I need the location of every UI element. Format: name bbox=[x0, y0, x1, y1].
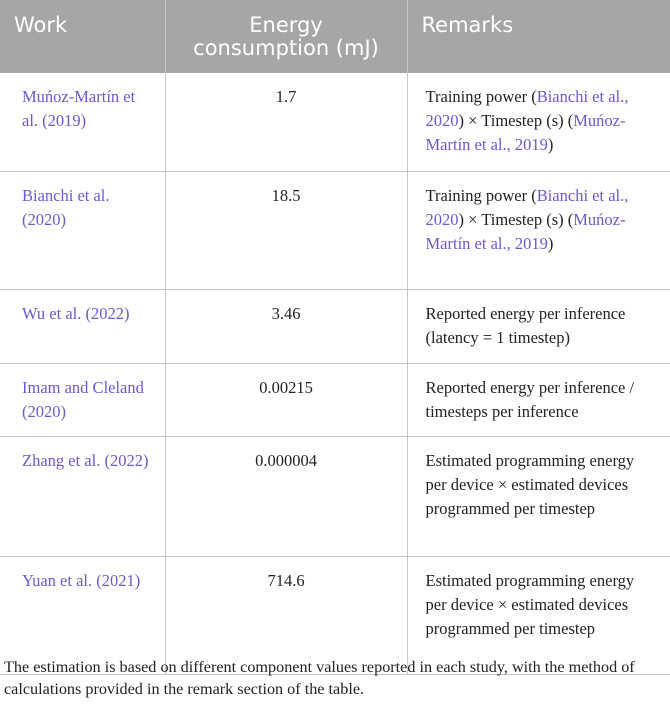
table-row bbox=[0, 436, 670, 556]
cell-energy: 714.6 bbox=[165, 556, 407, 674]
table-body bbox=[0, 73, 670, 674]
citation-link[interactable]: Imam and Cleland (2020) bbox=[22, 377, 144, 421]
cell-energy: 0.00215 bbox=[165, 363, 407, 436]
header-work: Work bbox=[0, 0, 165, 73]
cell-work bbox=[0, 171, 165, 289]
cell-work bbox=[0, 73, 165, 171]
header-energy: Energy consumption (mJ) bbox=[165, 0, 407, 73]
table-row bbox=[0, 73, 670, 171]
table-row bbox=[0, 289, 670, 363]
citation-link[interactable]: Zhang et al. (2022) bbox=[22, 450, 149, 470]
cell-work bbox=[0, 436, 165, 556]
header-remarks: Remarks bbox=[407, 0, 670, 73]
remark-text: ) × Timestep (s) ( bbox=[458, 111, 574, 130]
cell-remark bbox=[407, 171, 670, 289]
citation-link[interactable]: Muńoz-Martín et al., 2019 bbox=[425, 111, 626, 154]
remark-text: Estimated programming energy per device × estimated devices programmed per timestep bbox=[425, 450, 635, 518]
remark-text: Training power ( bbox=[425, 87, 537, 106]
remark-text: Training power ( bbox=[425, 185, 537, 205]
cell-energy: 3.46 bbox=[165, 289, 407, 363]
table-footnote: The estimation is based on different component values reported in each study, with the method of calculations provided in the remark section of the table. bbox=[4, 658, 635, 698]
table-row bbox=[0, 171, 670, 289]
table-header bbox=[0, 0, 670, 73]
header-row bbox=[0, 0, 670, 73]
remark-text: ) bbox=[547, 135, 554, 154]
cell-remark bbox=[407, 363, 670, 436]
citation-link[interactable]: Wu et al. (2022) bbox=[22, 303, 130, 323]
citation-link[interactable]: Yuan et al. (2021) bbox=[22, 570, 141, 590]
cell-work bbox=[0, 363, 165, 436]
remark-text: ) bbox=[547, 233, 554, 253]
citation-link[interactable]: Muńoz-Martín et al. (2019) bbox=[22, 87, 136, 130]
table-row bbox=[0, 363, 670, 436]
cell-work bbox=[0, 289, 165, 363]
cell-energy: 18.5 bbox=[165, 171, 407, 289]
citation-link[interactable]: Muńoz-Martín et al., 2019 bbox=[425, 209, 626, 253]
citation-link[interactable]: Bianchi et al., 2020 bbox=[425, 185, 629, 229]
citation-link[interactable]: Bianchi et al. (2020) bbox=[22, 185, 110, 229]
cell-energy: 1.7 bbox=[165, 73, 407, 171]
cell-remark bbox=[407, 289, 670, 363]
remark-text: Reported energy per inference (latency = 1 timestep) bbox=[425, 303, 626, 347]
cell-remark bbox=[407, 73, 670, 171]
cell-remark bbox=[407, 436, 670, 556]
remark-text: Estimated programming energy per device × estimated devices programmed per timestep bbox=[425, 570, 635, 638]
cell-energy: 0.000004 bbox=[165, 436, 407, 556]
remark-text: ) × Timestep (s) ( bbox=[458, 209, 574, 229]
remark-text: Reported energy per inference / timesteps per inference bbox=[425, 377, 635, 421]
citation-link[interactable]: Bianchi et al., 2020 bbox=[425, 87, 629, 130]
